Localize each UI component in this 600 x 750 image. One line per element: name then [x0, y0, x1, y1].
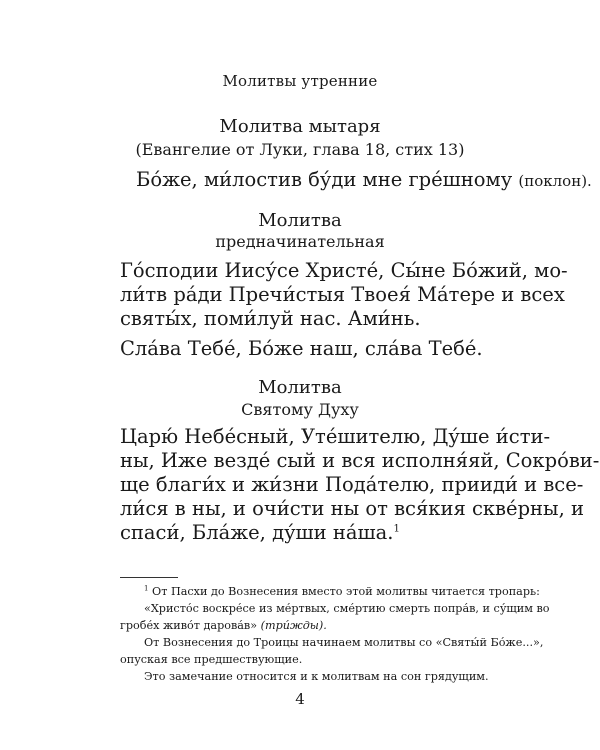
section2-subtitle: предначинательная	[215, 232, 385, 251]
footnote-line-3	[120, 617, 482, 634]
footnote-line-2: «Христо́с воскре́се из ме́ртвых, сме́ртию смерть попра́в, и су́щим во	[144, 602, 550, 615]
section1-subtitle: (Евангелие от Луки, глава 18, стих 13)	[135, 140, 465, 159]
footnote-line-5: опуская все предшествующие.	[120, 653, 303, 666]
section2-line-3: святы́х, поми́луй нас. Ами́нь.	[120, 307, 421, 330]
section2-line-1: Го́сподии Иису́се Христе́, Сы́не Бо́жий, мо-	[120, 259, 568, 282]
section3-line-5-text: спаси́, Бла́же, ду́ши на́ша.	[120, 521, 394, 544]
section3-line-2: ны, Иже везде́ сый и вся исполня́яй, Сокро́ви-	[120, 449, 600, 472]
footnote-line-1	[144, 583, 540, 600]
footnote-line-3-rubric: (три́жды).	[260, 619, 327, 632]
section2-title: Молитва	[258, 210, 342, 231]
section3-title: Молитва	[258, 377, 342, 398]
section1-title: Молитва мытаря	[219, 116, 381, 137]
section3-line-1: Царю́ Небе́сный, Уте́шителю, Ду́ше и́сти-	[120, 425, 551, 448]
section1-text-line	[136, 167, 592, 194]
section1-text: Бо́же, ми́лостив бу́ди мне гре́шному	[136, 168, 513, 191]
footnote-reference: 1	[393, 523, 400, 535]
footnote-rule	[120, 577, 178, 578]
section2-line-2: ли́тв ра́ди Пречи́стыя Твоея́ Ма́тере и всех	[120, 283, 565, 306]
running-head: Молитвы утренние	[222, 72, 378, 90]
section3-subtitle: Святому Духу	[241, 400, 359, 419]
footnote-line-6: Это замечание относится и к молитвам на сон грядущим.	[144, 670, 489, 683]
section2-glory: Сла́ва Тебе́, Бо́же наш, сла́ва Тебе́.	[120, 337, 483, 360]
section3-line-4: ли́ся в ны, и очи́сти ны от вся́кия скве́рны, и	[120, 497, 584, 520]
footnote-line-4: От Вознесения до Троицы начинаем молитвы со «Святы́й Бо́же...»,	[144, 636, 544, 649]
section3-line-3: ще благи́х и жи́зни Пода́телю, прииди́ и все-	[120, 473, 584, 496]
footnote-line-3-text: гробе́х живо́т дарова́в»	[120, 619, 258, 632]
footnote-marker: 1	[144, 584, 149, 593]
section1-rubric: (поклон).	[518, 172, 592, 190]
footnote-line-1-text: От Пасхи до Вознесения вместо этой молитвы читается тропарь:	[152, 585, 540, 598]
section3-line-5	[120, 520, 488, 545]
page-number: 4	[295, 690, 305, 708]
